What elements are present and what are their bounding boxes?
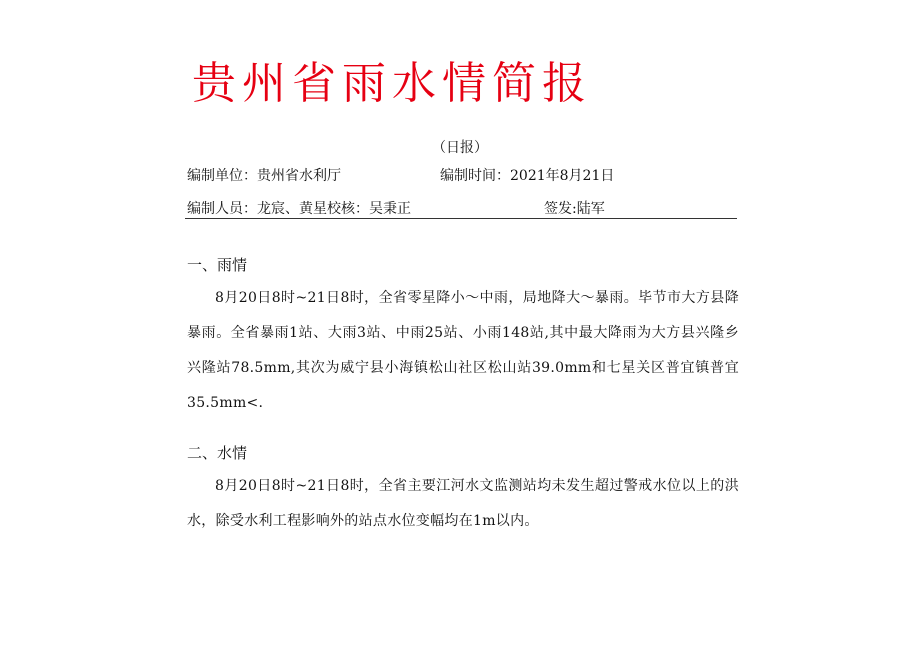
section-body-rainfall: 8月20日8时~21日8时，全省零星降小～中雨，局地降大～暴雨。毕节市大方县降暴雨。全省暴雨1站、大雨3站、中雨25站、小雨148站,其中最大降雨为大方县兴隆乡兴隆站78.5mm,其次为威宁县小海镇松山社区松山站39.0mm和七星关区普宜镇普宜35.5mm<. bbox=[187, 290, 739, 411]
compiling-time-label: 编制时间： bbox=[440, 168, 510, 184]
compiling-time-value: 2021年8月21日 bbox=[510, 168, 615, 184]
issuer bbox=[544, 199, 605, 219]
section-body-water-regime: 8月20日8时~21日8时，全省主要江河水文监测站均未发生超过警戒水位以上的洪水，除受水利工程影响外的站点水位变幅均在1m以内。 bbox=[187, 478, 739, 529]
compiling-staff bbox=[187, 199, 411, 219]
section-heading-rainfall: 一、雨情 bbox=[187, 256, 248, 274]
compiling-unit bbox=[187, 166, 341, 186]
report-subtitle: （日报） bbox=[432, 140, 488, 156]
compiling-unit-label: 编制单位： bbox=[187, 168, 257, 184]
compiling-staff-label: 编制人员： bbox=[187, 201, 257, 217]
issuer-label: 签发: bbox=[544, 201, 577, 217]
compiling-staff-value: 龙宸、黄星 bbox=[257, 201, 327, 217]
issuer-value: 陆军 bbox=[576, 201, 605, 217]
section-heading-water-regime: 二、水情 bbox=[187, 444, 248, 462]
header-divider bbox=[185, 218, 737, 219]
compiling-time bbox=[440, 166, 614, 186]
reviewer-label: 校核： bbox=[327, 201, 369, 217]
report-title: 贵州省雨水情简报 bbox=[192, 58, 592, 109]
compiling-unit-value: 贵州省水利厅 bbox=[257, 168, 341, 184]
reviewer-value: 吴秉正 bbox=[369, 201, 411, 217]
